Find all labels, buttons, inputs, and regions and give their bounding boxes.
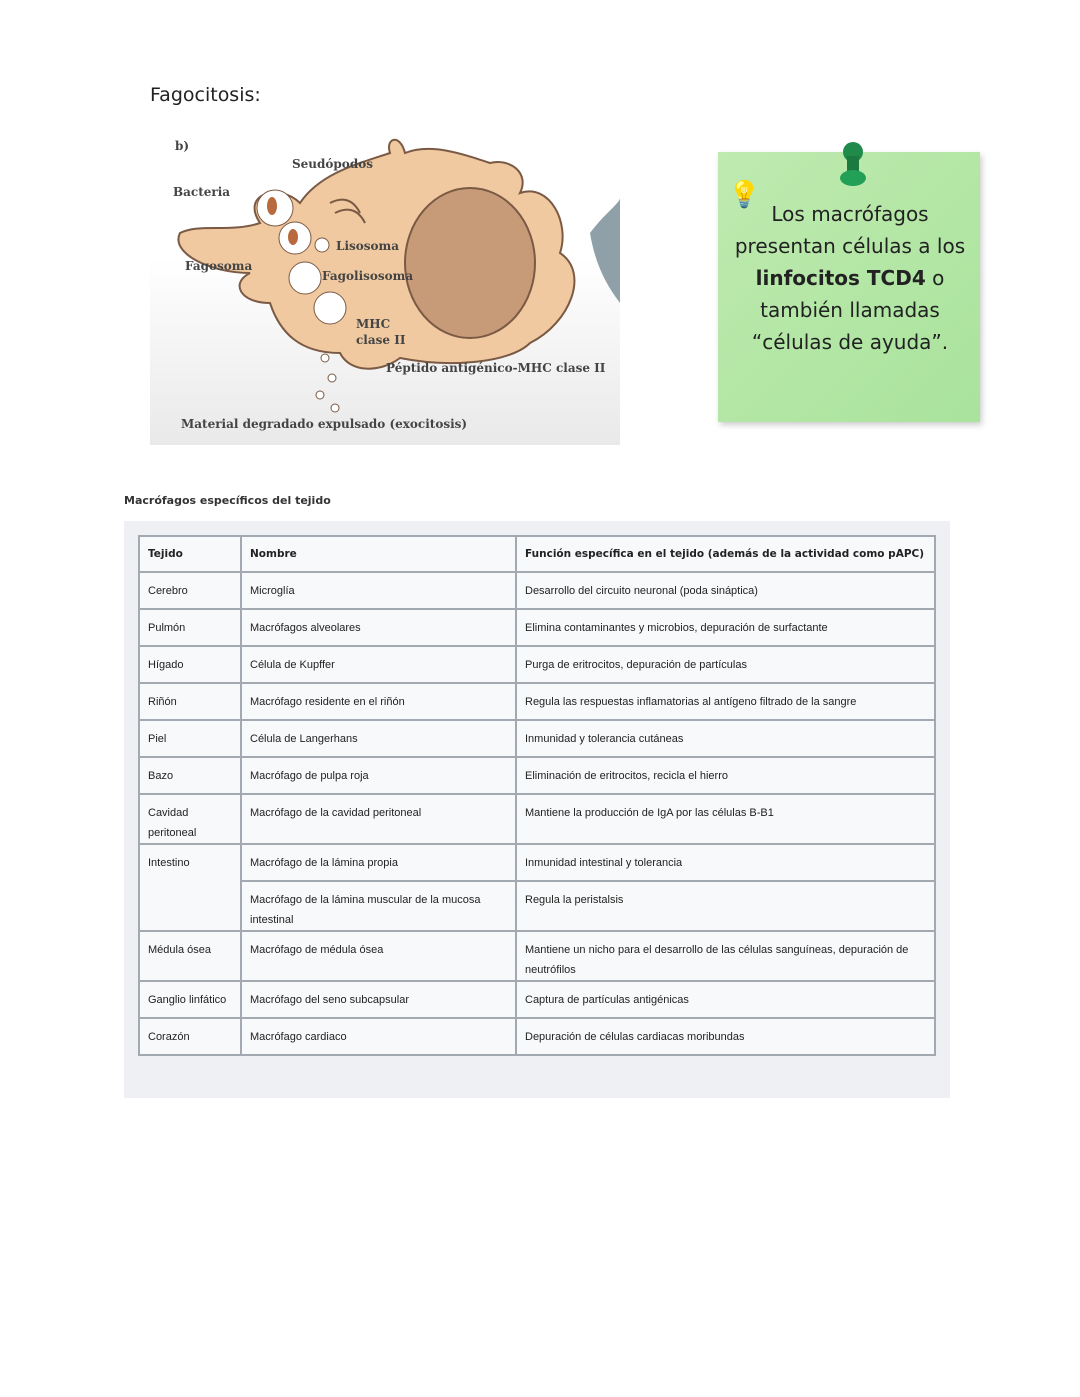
table-row	[139, 981, 935, 1018]
cell-funcion: Inmunidad y tolerancia cutáneas	[516, 720, 935, 757]
table-row	[139, 794, 935, 844]
cell-funcion: Desarrollo del circuito neuronal (poda sináptica)	[516, 572, 935, 609]
cell-tejido: Bazo	[139, 757, 241, 794]
label-peptido: Péptido antigénico-MHC clase II	[386, 361, 606, 375]
table-row	[139, 757, 935, 794]
table-row	[139, 683, 935, 720]
cell-nombre: Célula de Langerhans	[241, 720, 516, 757]
cell-nombre: Célula de Kupffer	[241, 646, 516, 683]
cell-nombre: Microglía	[241, 572, 516, 609]
cell-funcion: Mantiene la producción de IgA por las células B-B1	[516, 794, 935, 844]
cell-nombre: Macrófago de la lámina propia	[241, 844, 516, 881]
header-nombre: Nombre	[241, 536, 516, 572]
cell-funcion: Regula la peristalsis	[516, 881, 935, 931]
macrophage-table	[138, 535, 936, 1056]
cell-funcion: Eliminación de eritrocitos, recicla el hierro	[516, 757, 935, 794]
table-row	[139, 572, 935, 609]
table-row	[139, 881, 935, 931]
cell-nombre: Macrófagos alveolares	[241, 609, 516, 646]
cell-tejido: Intestino	[139, 844, 241, 931]
cell-funcion: Regula las respuestas inflamatorias al antígeno filtrado de la sangre	[516, 683, 935, 720]
label-mhc: MHC	[356, 317, 391, 331]
lightbulb-icon: 💡	[728, 180, 761, 210]
header-tejido: Tejido	[139, 536, 241, 572]
cell-funcion: Captura de partículas antigénicas	[516, 981, 935, 1018]
cell-tejido: Corazón	[139, 1018, 241, 1055]
note-text: Los macrófagos presentan células a los linfocitos TCD4 o también llamadas “células de ayuda”.	[734, 202, 966, 354]
cell-tejido: Riñón	[139, 683, 241, 720]
label-seudopodos: Seudópodos	[292, 157, 373, 171]
cell-tejido: Médula ósea	[139, 931, 241, 981]
cell-nombre: Macrófago cardiaco	[241, 1018, 516, 1055]
table-row	[139, 646, 935, 683]
cell-nombre: Macrófago del seno subcapsular	[241, 981, 516, 1018]
macrophage-illustration	[150, 133, 620, 445]
phagocytosis-diagram	[150, 133, 620, 445]
cell-funcion: Purga de eritrocitos, depuración de partículas	[516, 646, 935, 683]
panel-label: b)	[175, 139, 190, 153]
label-clase: clase II	[356, 333, 406, 347]
label-lisosoma: Lisosoma	[336, 239, 399, 253]
cell-nombre: Macrófago de pulpa roja	[241, 757, 516, 794]
cell-funcion: Inmunidad intestinal y tolerancia	[516, 844, 935, 881]
table-row	[139, 720, 935, 757]
label-material: Material degradado expulsado (exocitosis)	[181, 417, 468, 431]
cell-nombre: Macrófago residente en el riñón	[241, 683, 516, 720]
table-container	[124, 521, 950, 1098]
table-row	[139, 844, 935, 881]
cell-tejido: Pulmón	[139, 609, 241, 646]
label-bacteria: Bacteria	[173, 185, 231, 199]
table-row	[139, 931, 935, 981]
cell-tejido: Hígado	[139, 646, 241, 683]
section-title: Fagocitosis:	[150, 84, 261, 106]
label-fagosoma: Fagosoma	[185, 259, 253, 273]
cell-tejido: Ganglio linfático	[139, 981, 241, 1018]
cell-tejido: Piel	[139, 720, 241, 757]
table-row	[139, 1018, 935, 1055]
cell-funcion: Depuración de células cardiacas moribundas	[516, 1018, 935, 1055]
cell-tejido: Cavidad peritoneal	[139, 794, 241, 844]
cell-nombre: Macrófago de la lámina muscular de la mucosa intestinal	[241, 881, 516, 931]
table-caption: Macrófagos específicos del tejido	[124, 494, 331, 507]
cell-tejido: Cerebro	[139, 572, 241, 609]
cell-nombre: Macrófago de la cavidad peritoneal	[241, 794, 516, 844]
cell-nombre: Macrófago de médula ósea	[241, 931, 516, 981]
cell-funcion: Elimina contaminantes y microbios, depuración de surfactante	[516, 609, 935, 646]
pushpin-icon	[838, 142, 868, 192]
table-row	[139, 609, 935, 646]
cell-funcion: Mantiene un nicho para el desarrollo de las células sanguíneas, depuración de neutrófilos	[516, 931, 935, 981]
header-funcion: Función específica en el tejido (además de la actividad como pAPC)	[516, 536, 935, 572]
label-fagolisosoma: Fagolisosoma	[322, 269, 414, 283]
